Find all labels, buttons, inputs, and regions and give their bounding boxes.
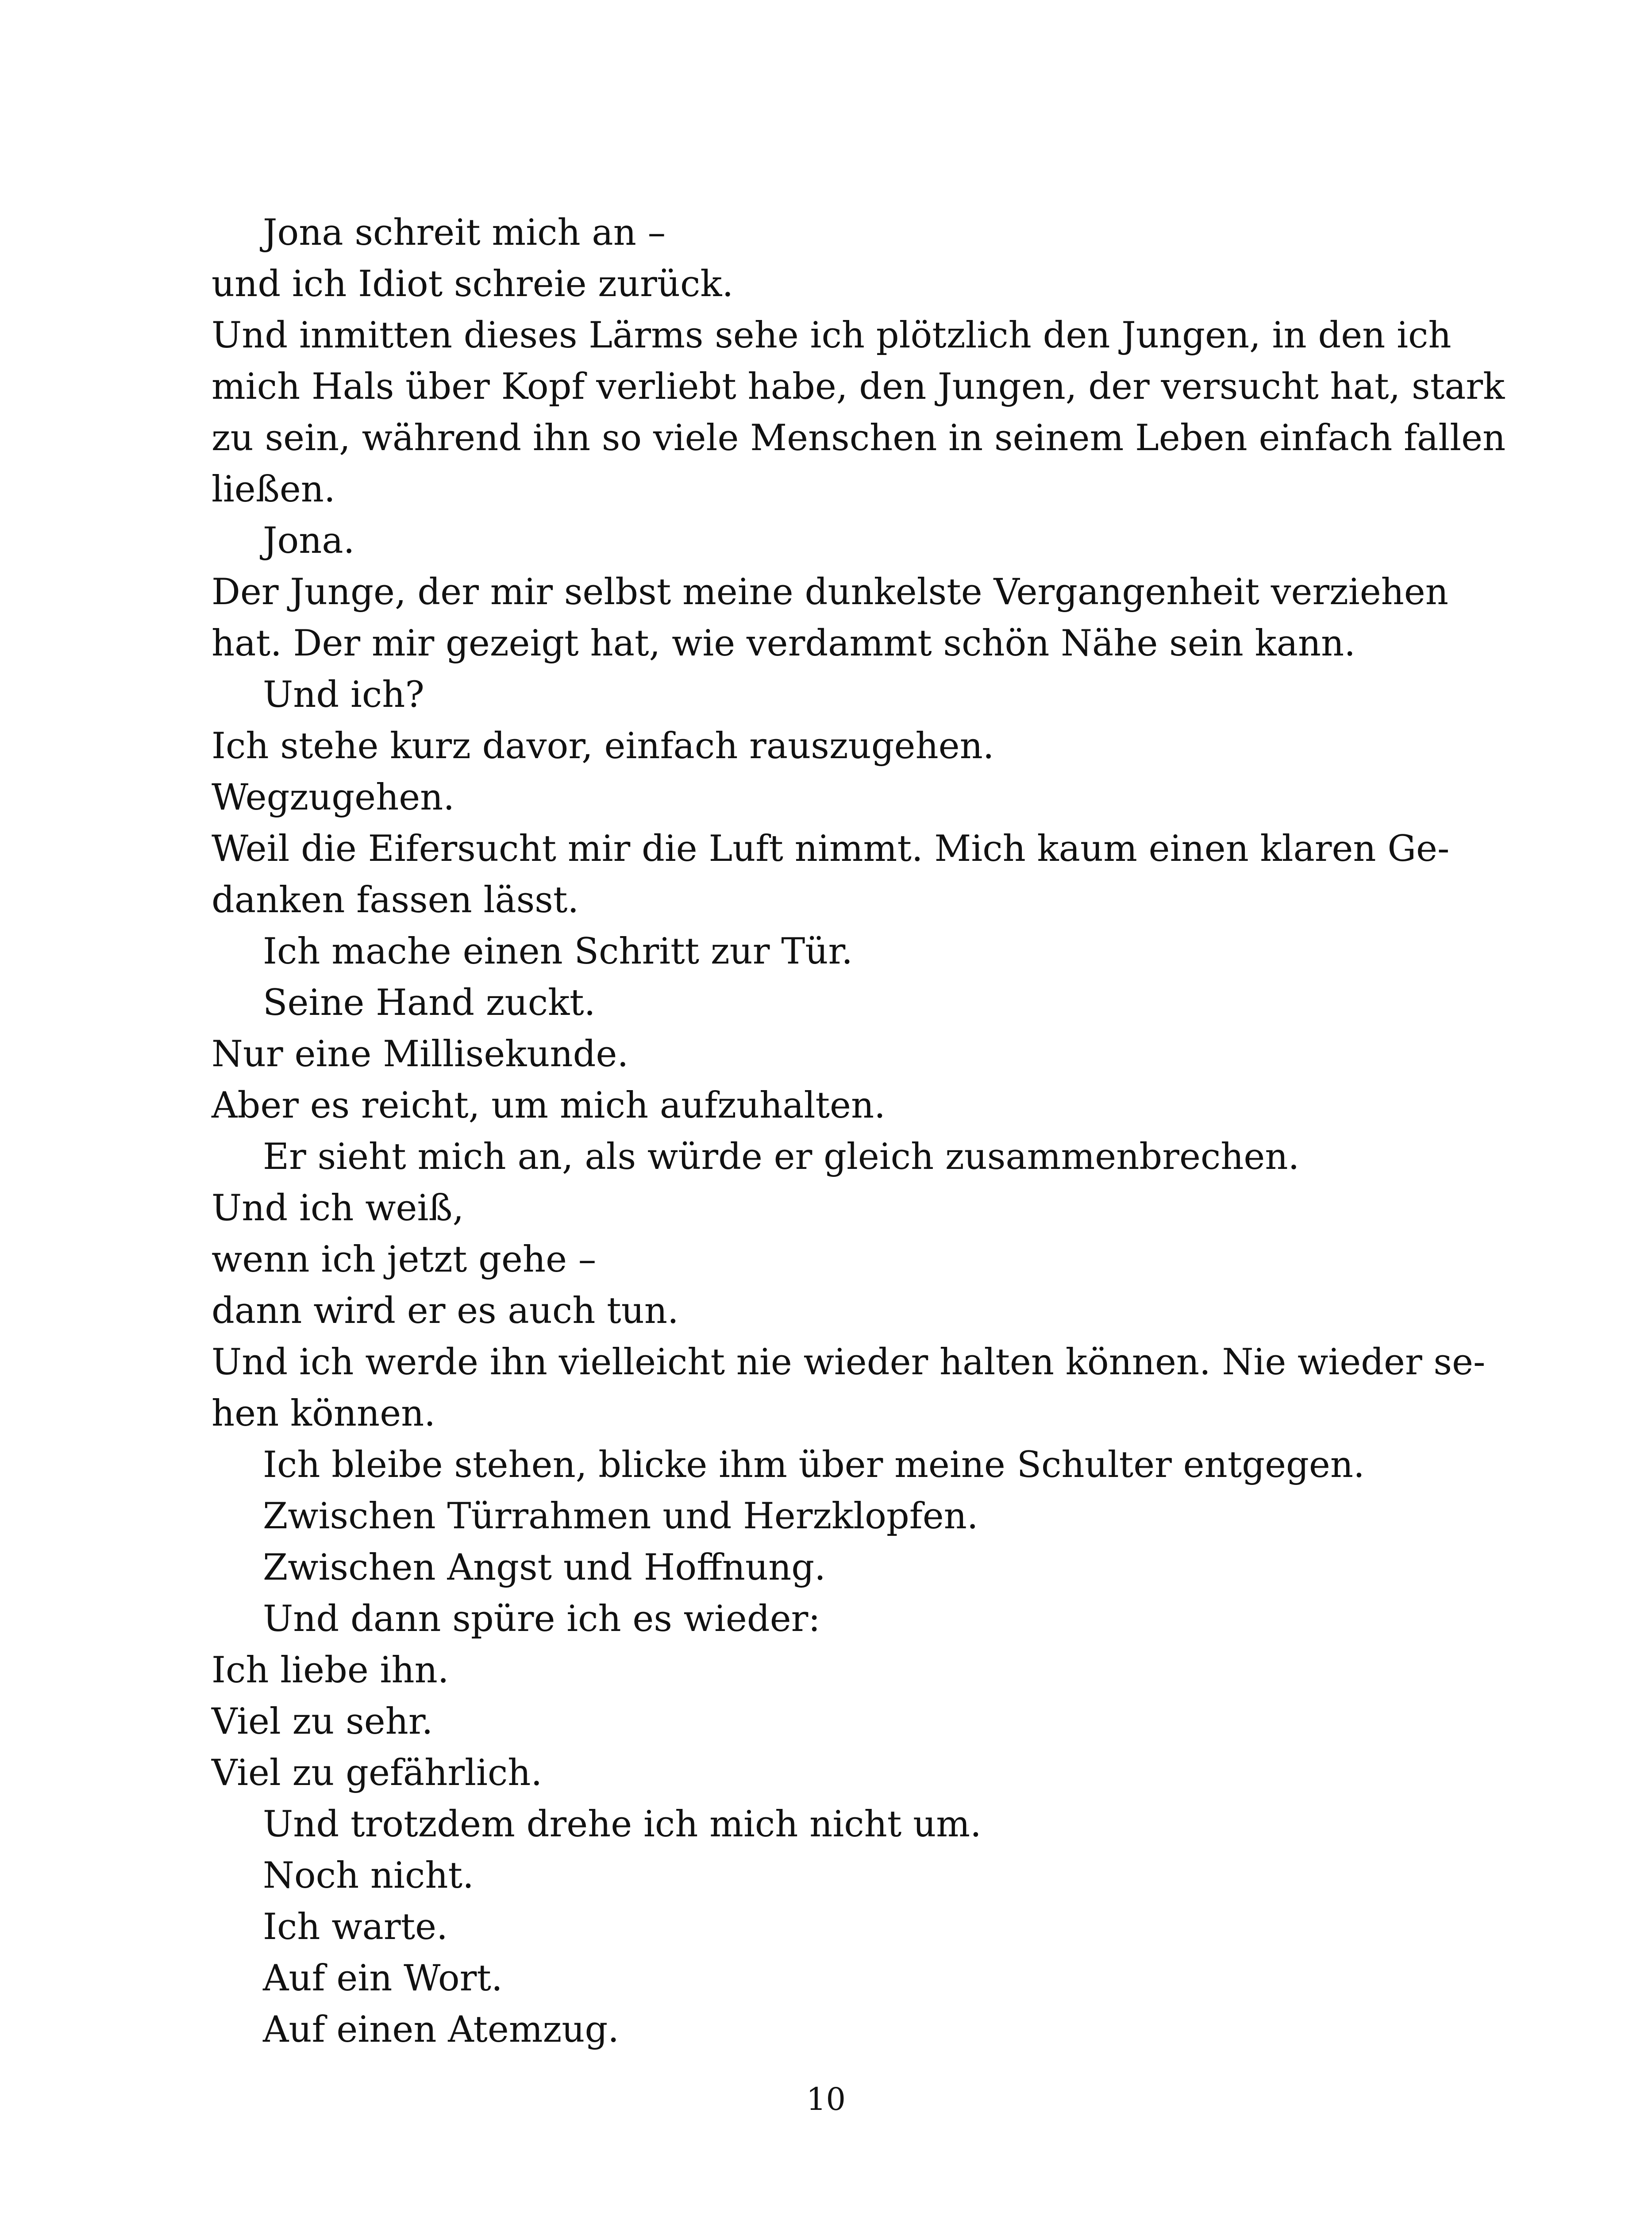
text-line: Jona. bbox=[263, 520, 355, 562]
text-line: Ich stehe kurz davor, einfach rauszugehen. bbox=[212, 725, 994, 767]
page-number: 10 bbox=[806, 2081, 846, 2117]
text-line: Und ich weiß, bbox=[212, 1187, 464, 1229]
text-line: Noch nicht. bbox=[263, 1855, 474, 1897]
text-line: Zwischen Angst und Hoffnung. bbox=[263, 1547, 826, 1588]
text-line: Auf einen Atemzug. bbox=[263, 2009, 620, 2051]
text-line: Jona schreit mich an – bbox=[263, 212, 666, 254]
text-line: Er sieht mich an, als würde er gleich zusammenbrechen. bbox=[263, 1136, 1300, 1178]
text-line: Zwischen Türrahmen und Herzklopfen. bbox=[263, 1496, 978, 1537]
text-line: Aber es reicht, um mich aufzuhalten. bbox=[212, 1085, 886, 1126]
text-line: hat. Der mir gezeigt hat, wie verdammt schön Nähe sein kann. bbox=[212, 623, 1355, 664]
text-line: Und ich werde ihn vielleicht nie wieder halten können. Nie wieder se- bbox=[212, 1342, 1486, 1383]
text-line: Und ich? bbox=[263, 674, 424, 716]
text-line: Ich liebe ihn. bbox=[212, 1650, 449, 1691]
text-line: Und dann spüre ich es wieder: bbox=[263, 1598, 820, 1640]
text-line: Viel zu sehr. bbox=[212, 1701, 433, 1743]
text-line: zu sein, während ihn so viele Menschen in seinem Leben einfach fallen bbox=[212, 417, 1506, 459]
text-line: Und trotzdem drehe ich mich nicht um. bbox=[263, 1804, 982, 1845]
text-line: Ich warte. bbox=[263, 1906, 448, 1948]
text-line: Ich mache einen Schritt zur Tür. bbox=[263, 931, 853, 972]
text-line: Auf ein Wort. bbox=[263, 1958, 503, 1999]
text-line: danken fassen lässt. bbox=[212, 879, 579, 921]
text-line: Seine Hand zuckt. bbox=[263, 982, 596, 1024]
text-line: dann wird er es auch tun. bbox=[212, 1290, 679, 1332]
text-line: Weil die Eifersucht mir die Luft nimmt. Mich kaum einen klaren Ge- bbox=[212, 828, 1450, 870]
text-line: mich Hals über Kopf verliebt habe, den Jungen, der versucht hat, stark bbox=[212, 366, 1505, 408]
text-line: Nur eine Millisekunde. bbox=[212, 1033, 629, 1075]
text-line: Und inmitten dieses Lärms sehe ich plötzlich den Jungen, in den ich bbox=[212, 315, 1452, 356]
text-line: hen können. bbox=[212, 1393, 436, 1434]
text-line: Der Junge, der mir selbst meine dunkelste Vergangenheit verziehen bbox=[212, 571, 1448, 613]
text-line: und ich Idiot schreie zurück. bbox=[212, 263, 734, 305]
text-line: Viel zu gefährlich. bbox=[212, 1752, 543, 1794]
text-line: Wegzugehen. bbox=[212, 777, 455, 818]
text-line: wenn ich jetzt gehe – bbox=[212, 1239, 597, 1280]
text-line: ließen. bbox=[212, 469, 335, 510]
text-line: Ich bleibe stehen, blicke ihm über meine Schulter entgegen. bbox=[263, 1444, 1365, 1486]
body-text bbox=[212, 207, 1506, 2055]
